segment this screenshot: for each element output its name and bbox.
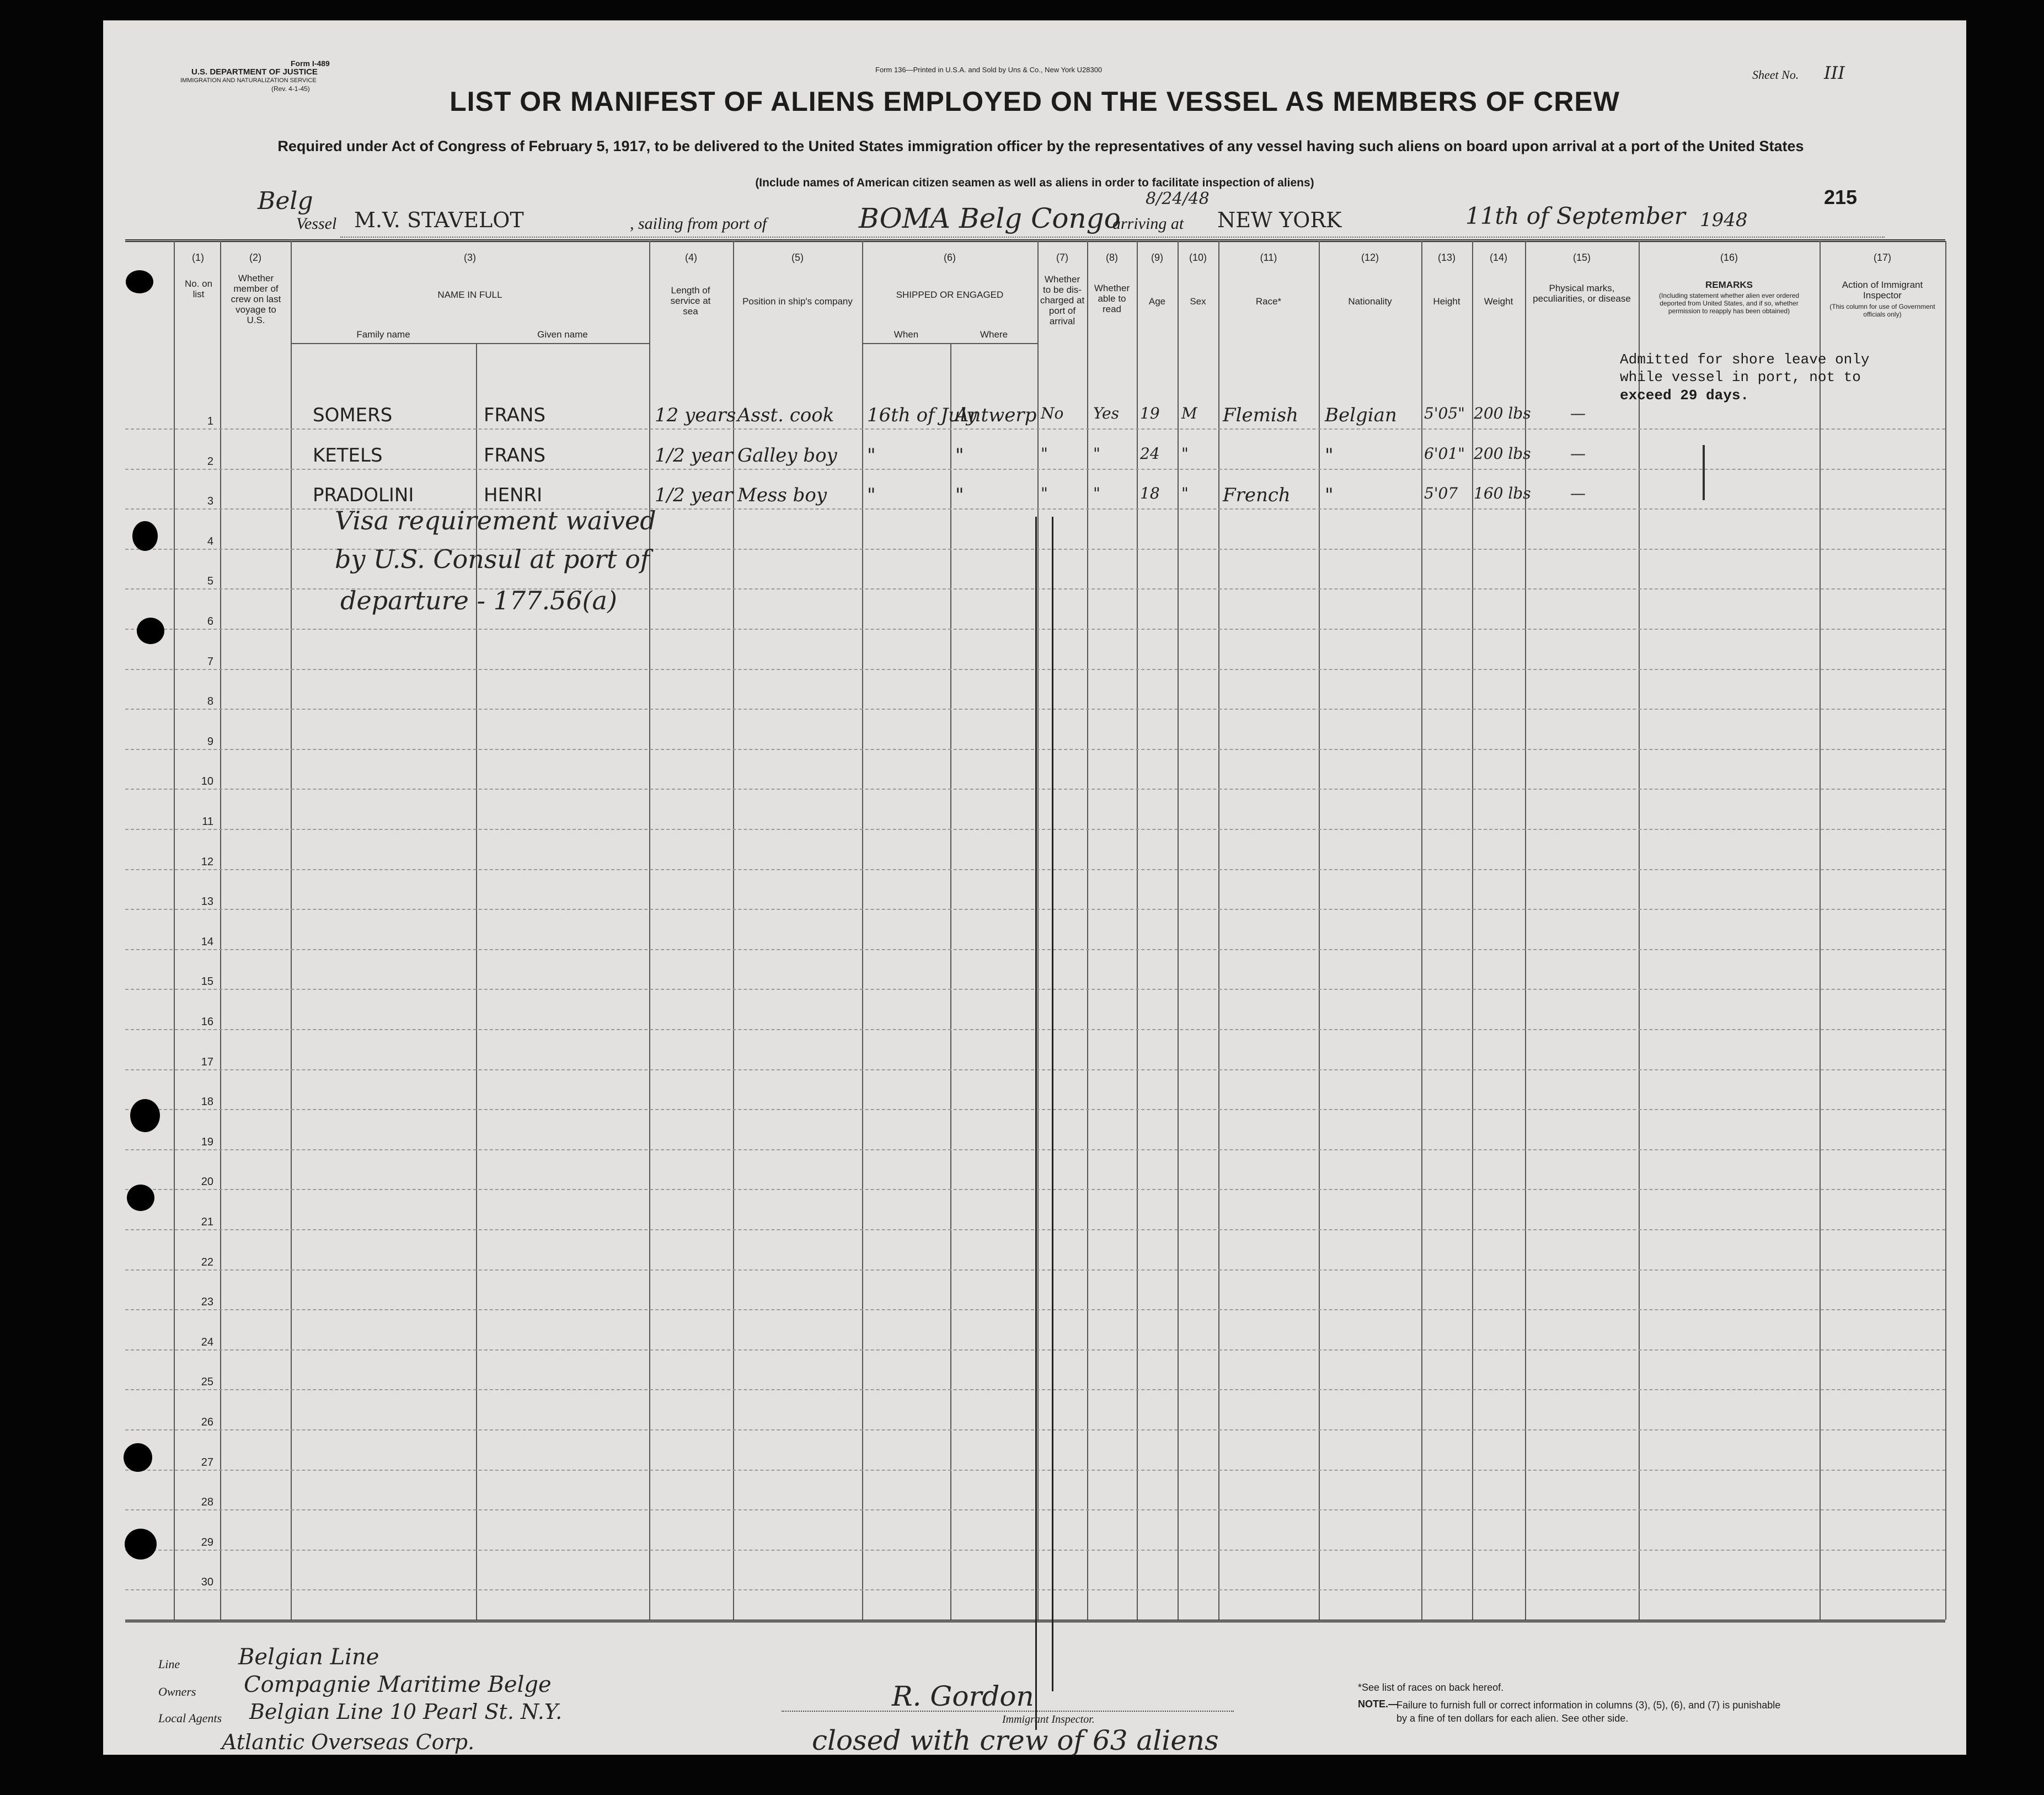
cell-when: " [867,484,876,506]
col-head-physical-marks: Physical marks, peculiarities, or disease [1533,283,1631,304]
row-number: 12 [201,856,213,868]
col-head-remarks: REMARKS [1705,280,1753,290]
closing-line-left [1035,517,1037,1730]
cell-given: FRANS [484,404,546,426]
row-number: 26 [201,1416,213,1428]
cell-weight: 160 lbs [1474,484,1531,502]
row-number: 19 [201,1136,213,1148]
column-divider [1037,241,1039,1620]
cell-when: 16th of July [867,404,977,426]
cell-position: Asst. cook [737,404,834,426]
row-number: 15 [201,976,213,988]
cell-where: " [955,444,964,467]
agents-label: Local Agents [158,1711,222,1725]
row-number: 6 [207,615,213,628]
cell-service: 1/2 year [655,484,733,506]
cell-marks: — [1570,404,1586,422]
cell-nationality: Belgian [1325,404,1397,426]
waiver-note-line-2: by U.S. Consul at port of [335,544,650,574]
cell-read: Yes [1093,404,1119,422]
column-divider [649,241,650,1620]
agents-value-2: Atlantic Overseas Corp. [222,1730,475,1754]
page-number: 215 [1824,186,1858,208]
row-number: 9 [207,736,213,748]
row-number: 14 [201,936,213,948]
column-divider [1218,241,1219,1620]
cell-sex: M [1181,404,1197,422]
cell-service: 12 years [655,404,736,426]
row-number: 30 [201,1576,213,1588]
vessel-label: Vessel [296,215,337,233]
races-note: *See list of races on back hereof. [1358,1682,1504,1693]
page-title: LIST OR MANIFEST OF ALIENS EMPLOYED ON THE VESSEL AS MEMBERS OF CREW [450,86,1620,117]
row-number: 17 [201,1056,213,1068]
cell-given: FRANS [484,444,546,467]
row-number: 29 [201,1536,213,1548]
col-head-nationality: Nationality [1348,296,1392,307]
arrival-date: 11th of September [1465,202,1686,229]
col-head-no-on-list: No. on list [184,278,213,299]
col-head-shipped-or-engaged: SHIPPED OR ENGAGED [896,290,1004,300]
col-num-10: (10) [1189,252,1207,263]
closing-note: closed with crew of 63 aliens [812,1724,1219,1756]
table-top-border [125,239,1945,242]
col-head-where: Where [980,329,1008,340]
cell-discharged: No [1041,404,1064,422]
cell-age: 24 [1140,444,1160,463]
cell-nationality: " [1325,484,1334,506]
cell-discharged: " [1041,484,1048,502]
port-from: BOMA Belg Congo [859,202,1121,234]
cell-age: 18 [1140,484,1160,502]
row-number: 21 [201,1216,213,1228]
cell-weight: 200 lbs [1474,444,1531,463]
col-num-17: (17) [1873,252,1891,263]
row-number: 13 [201,896,213,908]
owners-label: Owners [158,1685,196,1698]
include-note: (Include names of American citizen seamen as well as aliens in order to facilitate inspection of aliens) [755,176,1314,189]
column-divider [1639,241,1640,1620]
column-divider [1472,241,1473,1620]
row-number: 18 [201,1096,213,1108]
flag-handwritten: Belg [258,187,313,215]
cell-marks: — [1570,444,1586,463]
sheet-number: III [1824,62,1845,83]
col-num-12: (12) [1361,252,1379,263]
col-num-9: (9) [1151,252,1163,263]
col-head-race: Race* [1255,296,1282,307]
cell-age: 19 [1140,404,1160,422]
punch-hole [130,1099,160,1132]
cell-when: " [867,444,876,467]
row-number: 3 [207,495,213,507]
fine-note-label: NOTE.— [1358,1698,1399,1710]
col-head-discharged: Whether to be dis- charged at port of arrival [1040,274,1085,326]
column-divider [950,343,951,1620]
column-divider [174,241,175,1620]
col-head-able-to-read: Whether able to read [1094,283,1130,314]
row-number: 1 [207,415,213,427]
cell-height: 5'07 [1424,484,1458,502]
row-number: 4 [207,535,213,548]
col-num-4: (4) [685,252,697,263]
waiver-note-line-3: departure - 177.56(a) [340,586,617,615]
row-number: 2 [207,456,213,468]
col-head-inspector-action: Action of Immigrant Inspector [1842,280,1923,301]
row-number: 11 [202,816,213,828]
cell-race: French [1223,484,1291,506]
cell-height: 6'01" [1424,444,1465,463]
column-divider [1820,241,1821,1620]
column-divider [733,241,734,1620]
vessel-name: M.V. STAVELOT [354,208,524,232]
col-head-age: Age [1148,296,1166,307]
column-divider [1421,241,1422,1620]
col-head-weight: Weight [1484,296,1513,307]
col-head-given-name: Given name [537,329,588,340]
col-num-3: (3) [464,252,476,263]
cell-position: Galley boy [737,444,837,467]
remarks-stamp-2: while vessel in port, not to [1620,369,1861,385]
punch-hole [127,1185,154,1211]
row-number: 7 [207,656,213,668]
column-divider [862,241,863,1620]
sheet-label: Sheet No. [1752,68,1799,82]
cell-position: Mess boy [737,484,827,506]
column-divider [1087,241,1088,1620]
row-number: 10 [201,775,213,787]
cell-family: PRADOLINI [313,484,414,506]
col-head-family-name: Family name [356,329,410,340]
waiver-note-line-1: Visa requirement waived [335,506,656,535]
cell-sex: " [1181,484,1189,502]
inspector-signature: R. Gordon [892,1680,1034,1712]
inspector-label: Immigrant Inspector. [1002,1713,1095,1726]
remarks-stamp-1: Admitted for shore leave only [1620,351,1870,368]
col-num-1: (1) [192,252,204,263]
column-divider [1178,241,1179,1620]
col-num-14: (14) [1489,252,1507,263]
service: IMMIGRATION AND NATURALIZATION SERVICE [180,77,317,84]
row-number: 16 [201,1016,213,1028]
closing-line-right [1052,517,1053,1691]
col-head-sex: Sex [1190,296,1206,307]
punch-hole [132,521,158,551]
arrival-year: 1948 [1700,209,1748,231]
row-number: 28 [201,1496,213,1508]
manifest-sheet [103,20,1966,1755]
subheader-divider [862,343,1037,344]
cell-sex: " [1181,444,1189,463]
printer-note: Form 136—Printed in U.S.A. and Sold by Uns & Co., New York U28300 [875,66,1103,74]
col-num-2: (2) [249,252,261,263]
col-head-height: Height [1433,296,1460,307]
cell-given: HENRI [484,484,543,506]
punch-hole [126,270,153,293]
col-num-13: (13) [1437,252,1456,263]
col-num-15: (15) [1572,252,1591,263]
column-divider [220,241,221,1620]
fine-note-text: Failure to furnish full or correct information in columns (3), (5), (6), and (7) is punishable by a fine of ten dollars for each alien. See other side. [1396,1700,1781,1724]
cell-nationality: " [1325,444,1334,467]
row-number: 8 [207,695,213,708]
col-head-inspector-note: (This column for use of Government officials only) [1829,303,1935,318]
cell-where: Antwerp [955,404,1037,426]
cell-marks: — [1570,484,1586,502]
sailing-label: , sailing from port of [630,215,767,233]
column-divider [1137,241,1138,1620]
cell-family: SOMERS [313,404,393,426]
cell-service: 1/2 year [655,444,733,467]
column-divider [1319,241,1320,1620]
date-stamp: 8/24/48 [1146,189,1210,208]
cell-family: KETELS [313,444,383,467]
row-number: 25 [201,1376,213,1388]
revision: (Rev. 4-1-45) [271,85,310,93]
form-number: Form I-489 [291,59,330,68]
row-line [125,428,1945,430]
subtitle: Required under Act of Congress of February 5, 1917, to be delivered to the United States immigration officer by the representatives of any vessel having such aliens on board upon arrival at a port of the United States [277,138,1804,154]
col-num-6: (6) [944,252,956,263]
col-head-name-in-full: NAME IN FULL [437,290,502,300]
punch-hole [124,1443,152,1472]
col-head-remarks-note: (Including statement whether alien ever ordered deported from United States, and if so, whether permission to reapply has been obtained) [1658,292,1800,315]
cell-where: " [955,484,964,506]
arriving-label: arriving at [1112,215,1184,233]
remarks-stamp-3: exceed 29 days. [1620,387,1749,404]
row-number: 23 [201,1296,213,1308]
cell-read: " [1093,484,1100,502]
col-head-length-of-service: Length of service at sea [670,285,711,317]
inspector-tick [1703,445,1705,500]
port-to: NEW YORK [1217,208,1342,232]
punch-hole [137,618,164,644]
owners-value: Compagnie Maritime Belge [244,1672,552,1697]
line-label: Line [158,1657,180,1671]
col-num-16: (16) [1720,252,1738,263]
col-num-5: (5) [791,252,804,263]
punch-hole [125,1529,157,1560]
row-number: 27 [201,1456,213,1469]
column-divider [1945,241,1946,1620]
col-num-11: (11) [1260,252,1277,263]
col-head-position: Position in ship's company [742,296,853,307]
row-number: 24 [201,1336,213,1348]
col-head-when: When [893,329,919,340]
cell-weight: 200 lbs [1474,404,1531,422]
department: U.S. DEPARTMENT OF JUSTICE [191,67,318,77]
line-value: Belgian Line [238,1644,379,1670]
vessel-line-underline [340,237,1885,238]
col-num-8: (8) [1106,252,1118,263]
row-number: 22 [201,1256,213,1268]
subheader-divider [291,343,649,344]
cell-read: " [1093,444,1100,463]
col-num-7: (7) [1056,252,1068,263]
column-divider [291,241,292,1620]
col-head-member-of-crew: Whether member of crew on last voyage to U.S. [231,273,281,325]
cell-discharged: " [1041,444,1048,463]
row-line [125,469,1945,470]
cell-height: 5'05" [1424,404,1465,422]
agents-value: Belgian Line 10 Pearl St. N.Y. [249,1700,563,1724]
cell-race: Flemish [1223,404,1299,426]
row-number: 5 [207,575,213,587]
row-number: 20 [201,1176,213,1188]
